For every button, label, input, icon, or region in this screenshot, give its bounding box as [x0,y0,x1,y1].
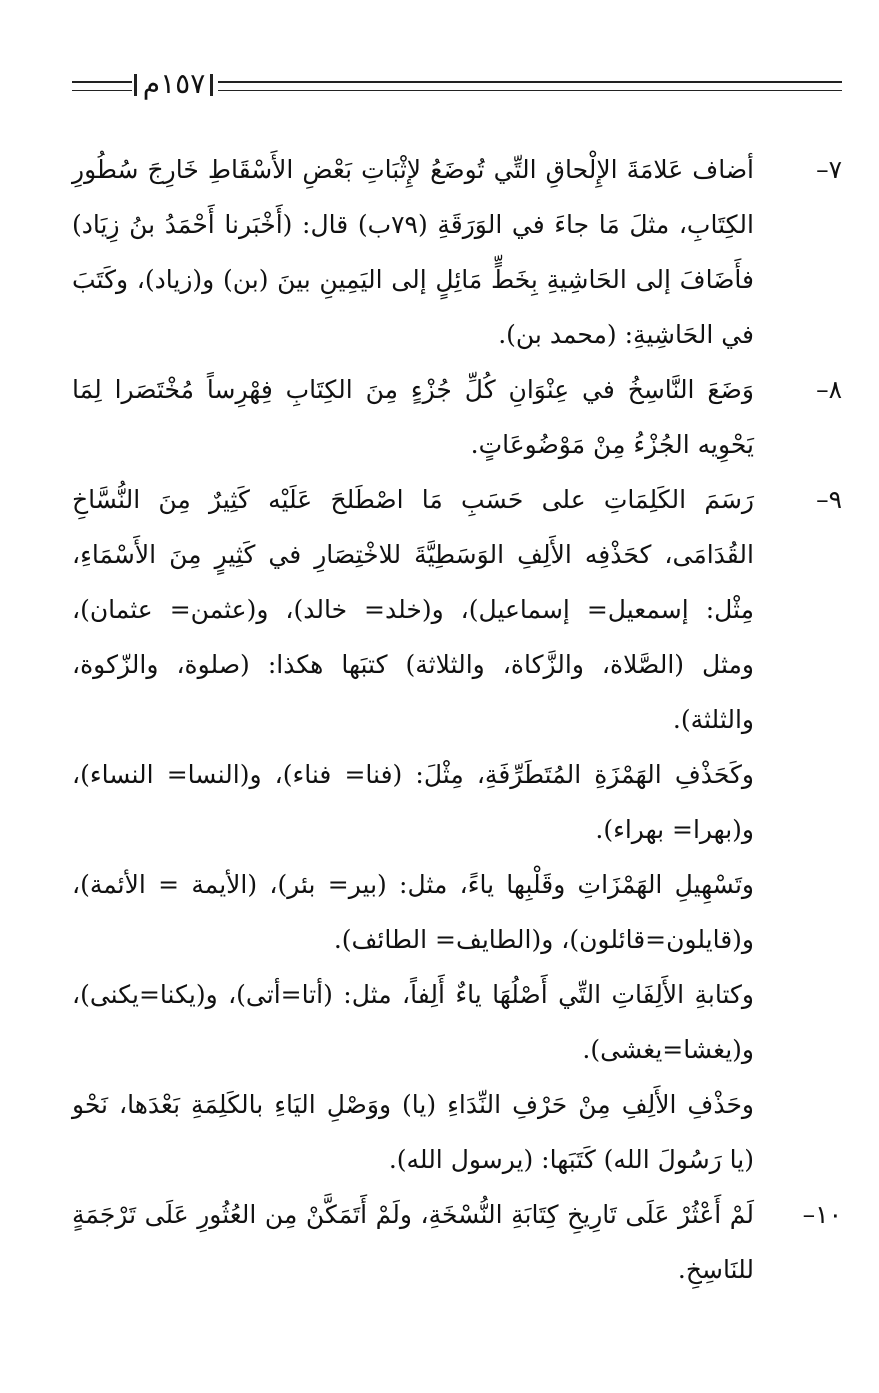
item-number: ١٠– [802,1200,842,1229]
list-item-9 [72,472,842,1187]
paragraph: لَمْ أَعْثُرْ عَلَى تَارِيخِ كِتَابَةِ النُّسْخَةِ، ولَمْ أَتَمَكَّنْ مِن العُثُورِ عَلَى تَرْجَمَةٍ للنَاسِخِ. [72,1200,754,1284]
list-item-8 [72,362,842,472]
list-item-7 [72,142,842,362]
item-text [72,362,754,472]
paragraph: وكتابةِ الأَلِفَاتِ التِّي أَصْلُهَا ياءٌ أَلِفاً، مثل: (أتا=أتى)، و(يكنا=يكنى)، و(يغشا=يغشى). [72,980,754,1064]
page-number: ١٥٧م [142,67,206,100]
header-rule-cap [210,74,213,96]
paragraph: وَضَعَ النَّاسِخُ في عِنْوَانِ كُلِّ جُزْءٍ مِنَ الكِتَابِ فِهْرِساً مُخْتَصَرا لِمَا يَحْوِيه الجُزْءُ مِنْ مَوْضُوعَاتٍ. [72,375,754,459]
paragraph: وكَحَذْفِ الهَمْزَةِ المُتَطَرِّفَةِ، مِثْلَ: (فنا= فناء)، و(النسا= النساء)، و(بهرا= بهراء). [72,760,754,844]
page-body [72,142,842,1297]
header-rule-left [72,81,132,91]
header-rule-cap [134,74,137,96]
paragraph: أضاف عَلامَةَ الإِلْحاقِ التِّي تُوضَعُ لإِثْبَاتِ بَعْضِ الأَسْقَاطِ خَارِجَ سُطُورِ الكِتَابِ، مثلَ مَا جاءَ في الوَرَقَةِ (٧٩ب) قال: (أَخْبَرنا أَحْمَدُ بنُ زِيَاد) فأَضَافَ إلى الحَاشِيةِ بِخَطٍّ مَائِلٍ إلى اليَمِينِ بينَ (بن) و(زياد)، وكَتَبَ في الحَاشِيةِ: (محمد بن). [72,155,754,349]
paragraph: وتَسْهِيلِ الهَمْزَاتِ وقَلْبِها ياءً، مثل: (بير= بئر)، (الأيمة = الأئمة)، و(قايلون=قائلون)، و(الطايف= الطائف). [72,870,754,954]
item-number: ٨– [816,375,842,404]
item-text [72,142,754,362]
item-number: ٧– [816,155,842,184]
paragraph: وحَذْفِ الأَلِفِ مِنْ حَرْفِ النِّدَاءِ (يا) ووَصْلِ اليَاءِ بالكَلِمَةِ بَعْدَها، نَحْو (يا رَسُولَ الله) كَتَبَها: (يرسول الله). [72,1090,754,1174]
item-number: ٩– [816,485,842,514]
item-text [72,1187,754,1297]
list-item-10 [72,1187,842,1297]
paragraph: رَسَمَ الكَلِمَاتِ على حَسَبِ مَا اصْطَلحَ عَلَيْه كَثِيرٌ مِنَ النُّسَّاخِ القُدَامَى، كحَذْفِه الأَلِفِ الوَسَطِيَّةَ للاخْتِصَارِ في كَثِيرٍ مِنَ الأَسْمَاءِ، مِثْل: إسمعيل= إسماعيل)، و(خلد= خالد)، و(عثمن= عثمان)، ومثل (الصَّلاة، والزَّكاة، والثلاثة) كتبَها هكذا: (صلوة، والزّكوة، والثلثة). [72,485,754,734]
header-rule-right [218,81,842,91]
item-text [72,472,754,1187]
page-header [72,64,842,104]
